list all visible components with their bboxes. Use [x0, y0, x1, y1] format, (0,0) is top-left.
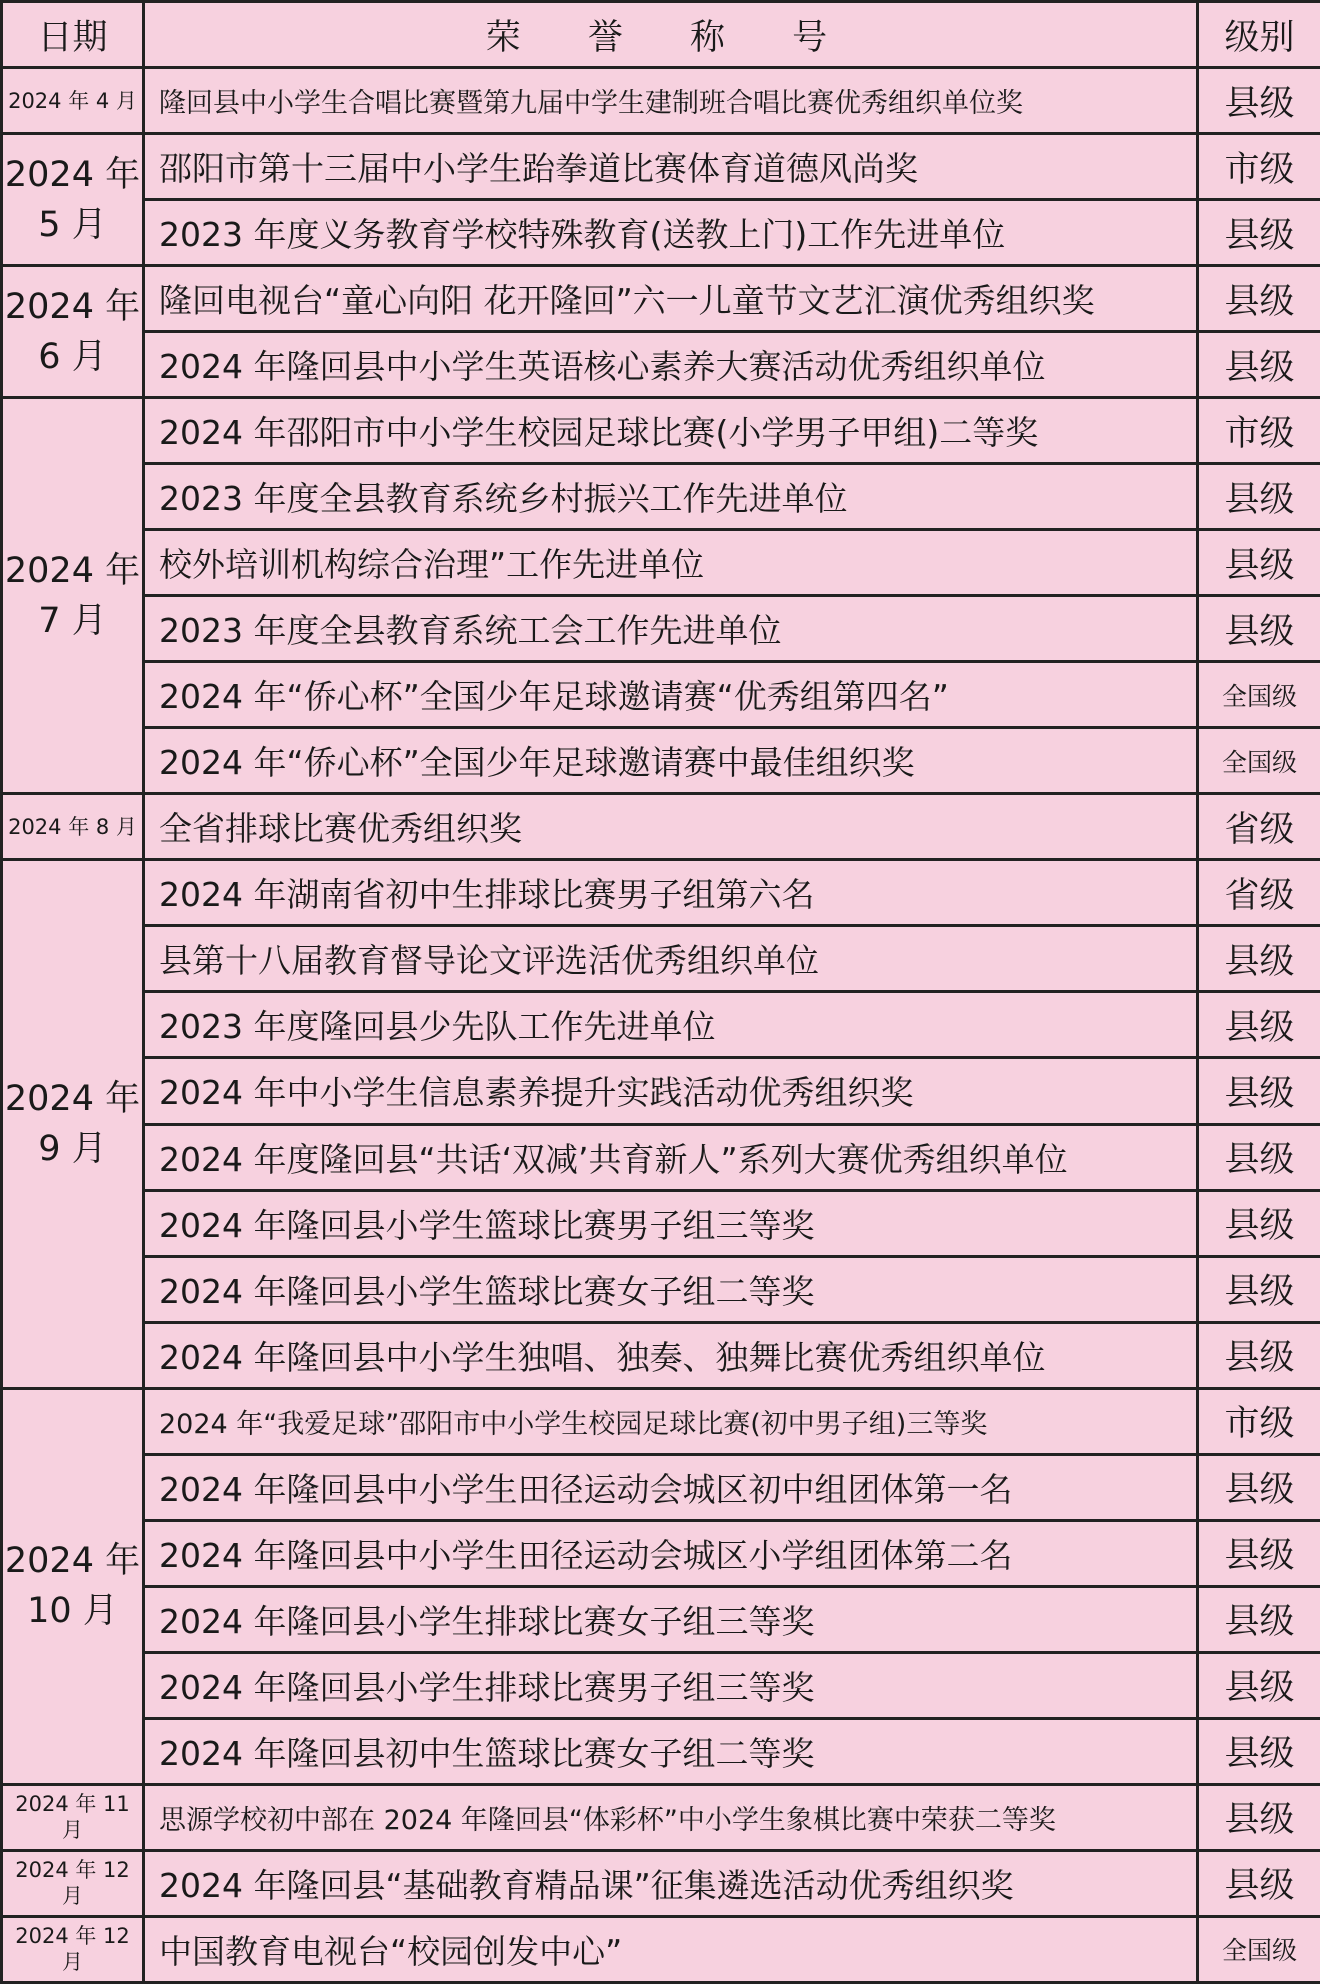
- honor-level: 全国级: [1198, 1916, 1320, 1982]
- date-text: 2024 年 10 月: [4, 1541, 141, 1632]
- honor-level: 县级: [1198, 1718, 1320, 1784]
- honor-level: 县级: [1198, 1652, 1320, 1718]
- table-row: [2, 794, 1320, 860]
- date-text: 2024 年 11 月: [15, 1792, 130, 1843]
- honor-level: 县级: [1198, 1256, 1320, 1322]
- table-row: [2, 1322, 1320, 1388]
- header-date: 日期: [2, 2, 144, 68]
- honor-level: 县级: [1198, 266, 1320, 332]
- date-text: 2024 年 7 月: [4, 550, 141, 641]
- honor-title: 2023 年度义务教育学校特殊教育(送教上门)工作先进单位: [144, 200, 1198, 266]
- honor-title: 2024 年隆回县中小学生田径运动会城区初中组团体第一名: [144, 1454, 1198, 1520]
- table-row: [2, 1652, 1320, 1718]
- honor-title: 2023 年度隆回县少先队工作先进单位: [144, 992, 1198, 1058]
- honor-title: 2023 年度全县教育系统工会工作先进单位: [144, 596, 1198, 662]
- honor-title: 2024 年隆回县中小学生英语核心素养大赛活动优秀组织单位: [144, 332, 1198, 398]
- honor-title: 2024 年“侨心杯”全国少年足球邀请赛中最佳组织奖: [144, 728, 1198, 794]
- honor-title: 2024 年湖南省初中生排球比赛男子组第六名: [144, 860, 1198, 926]
- table-row: [2, 266, 1320, 332]
- table-row: [2, 1718, 1320, 1784]
- date-cell: [2, 68, 144, 134]
- honor-level: 县级: [1198, 1586, 1320, 1652]
- date-cell: [2, 134, 144, 266]
- honor-title: 2024 年邵阳市中小学生校园足球比赛(小学男子甲组)二等奖: [144, 398, 1198, 464]
- date-text: 2024 年 12 月: [15, 1924, 130, 1975]
- table-row: [2, 1058, 1320, 1124]
- honor-title: 2024 年“侨心杯”全国少年足球邀请赛“优秀组第四名”: [144, 662, 1198, 728]
- table-row: [2, 1850, 1320, 1916]
- honor-title: 隆回电视台“童心向阳 花开隆回”六一儿童节文艺汇演优秀组织奖: [144, 266, 1198, 332]
- honor-title: 2024 年隆回县小学生排球比赛男子组三等奖: [144, 1652, 1198, 1718]
- header-title: 荣 誉 称 号: [144, 2, 1198, 68]
- honor-level: 全国级: [1198, 662, 1320, 728]
- table-row: [2, 596, 1320, 662]
- honor-level: 县级: [1198, 926, 1320, 992]
- honor-level: 省级: [1198, 860, 1320, 926]
- date-text: 2024 年 12 月: [15, 1858, 130, 1909]
- table-row: [2, 398, 1320, 464]
- honor-level: 市级: [1198, 134, 1320, 200]
- honor-level: 县级: [1198, 464, 1320, 530]
- table-row: [2, 200, 1320, 266]
- honor-level: 县级: [1198, 332, 1320, 398]
- date-text: 2024 年 4 月: [8, 88, 137, 113]
- honor-title: 邵阳市第十三届中小学生跆拳道比赛体育道德风尚奖: [144, 134, 1198, 200]
- table-row: [2, 860, 1320, 926]
- honor-level: 县级: [1198, 1520, 1320, 1586]
- table-row: [2, 1784, 1320, 1850]
- honor-level: 市级: [1198, 398, 1320, 464]
- honor-level: 县级: [1198, 1058, 1320, 1124]
- honor-title: 中国教育电视台“校园创发中心”: [144, 1916, 1198, 1982]
- honor-title: 2024 年“我爱足球”邵阳市中小学生校园足球比赛(初中男子组)三等奖: [144, 1388, 1198, 1454]
- table-body: [2, 68, 1320, 1983]
- date-cell: [2, 1916, 144, 1982]
- honor-level: 全国级: [1198, 728, 1320, 794]
- honor-title: 2024 年中小学生信息素养提升实践活动优秀组织奖: [144, 1058, 1198, 1124]
- honor-level: 县级: [1198, 596, 1320, 662]
- honor-title: 2024 年隆回县小学生篮球比赛男子组三等奖: [144, 1190, 1198, 1256]
- honor-title: 隆回县中小学生合唱比赛暨第九届中学生建制班合唱比赛优秀组织单位奖: [144, 68, 1198, 134]
- honor-level: 县级: [1198, 530, 1320, 596]
- honor-title: 2024 年隆回县中小学生独唱、独奏、独舞比赛优秀组织单位: [144, 1322, 1198, 1388]
- date-cell: [2, 860, 144, 1388]
- honor-title: 思源学校初中部在 2024 年隆回县“体彩杯”中小学生象棋比赛中荣获二等奖: [144, 1784, 1198, 1850]
- honor-title: 2023 年度全县教育系统乡村振兴工作先进单位: [144, 464, 1198, 530]
- honor-level: 县级: [1198, 68, 1320, 134]
- honor-title: 校外培训机构综合治理”工作先进单位: [144, 530, 1198, 596]
- honor-title: 全省排球比赛优秀组织奖: [144, 794, 1198, 860]
- date-cell: [2, 266, 144, 398]
- date-cell: [2, 1388, 144, 1784]
- date-cell: [2, 1784, 144, 1850]
- date-text: 2024 年 9 月: [4, 1079, 141, 1169]
- honor-title: 2024 年隆回县小学生篮球比赛女子组二等奖: [144, 1256, 1198, 1322]
- table-row: [2, 1190, 1320, 1256]
- honor-level: 县级: [1198, 992, 1320, 1058]
- table-row: [2, 926, 1320, 992]
- table-row: [2, 662, 1320, 728]
- honor-level: 县级: [1198, 1784, 1320, 1850]
- date-text: 2024 年 5 月: [4, 154, 141, 245]
- table-row: [2, 332, 1320, 398]
- honor-level: 县级: [1198, 1190, 1320, 1256]
- table-row: [2, 1454, 1320, 1520]
- table-row: [2, 1916, 1320, 1982]
- honor-level: 县级: [1198, 1124, 1320, 1190]
- honor-title: 2024 年隆回县“基础教育精品课”征集遴选活动优秀组织奖: [144, 1850, 1198, 1916]
- table-row: [2, 1520, 1320, 1586]
- table-row: [2, 1124, 1320, 1190]
- table-row: [2, 728, 1320, 794]
- date-cell: [2, 1850, 144, 1916]
- table-row: [2, 1388, 1320, 1454]
- honor-level: 县级: [1198, 1850, 1320, 1916]
- date-cell: [2, 794, 144, 860]
- table-row: [2, 992, 1320, 1058]
- honor-title: 2024 年隆回县中小学生田径运动会城区小学组团体第二名: [144, 1520, 1198, 1586]
- honor-level: 县级: [1198, 1454, 1320, 1520]
- table-row: [2, 1256, 1320, 1322]
- date-text: 2024 年 8 月: [8, 814, 137, 839]
- table-row: [2, 68, 1320, 134]
- honor-title: 2024 年隆回县初中生篮球比赛女子组二等奖: [144, 1718, 1198, 1784]
- table-row: [2, 464, 1320, 530]
- honor-title: 2024 年度隆回县“共话‘双减’共育新人”系列大赛优秀组织单位: [144, 1124, 1198, 1190]
- header-level: 级别: [1198, 2, 1320, 68]
- honor-title: 县第十八届教育督导论文评选活优秀组织单位: [144, 926, 1198, 992]
- header-row: [2, 2, 1320, 68]
- honor-level: 省级: [1198, 794, 1320, 860]
- honor-level: 县级: [1198, 200, 1320, 266]
- honor-level: 县级: [1198, 1322, 1320, 1388]
- date-text: 2024 年 6 月: [4, 286, 141, 377]
- date-cell: [2, 398, 144, 794]
- honor-title: 2024 年隆回县小学生排球比赛女子组三等奖: [144, 1586, 1198, 1652]
- table-row: [2, 134, 1320, 200]
- honor-level: 市级: [1198, 1388, 1320, 1454]
- table-row: [2, 1586, 1320, 1652]
- table-row: [2, 530, 1320, 596]
